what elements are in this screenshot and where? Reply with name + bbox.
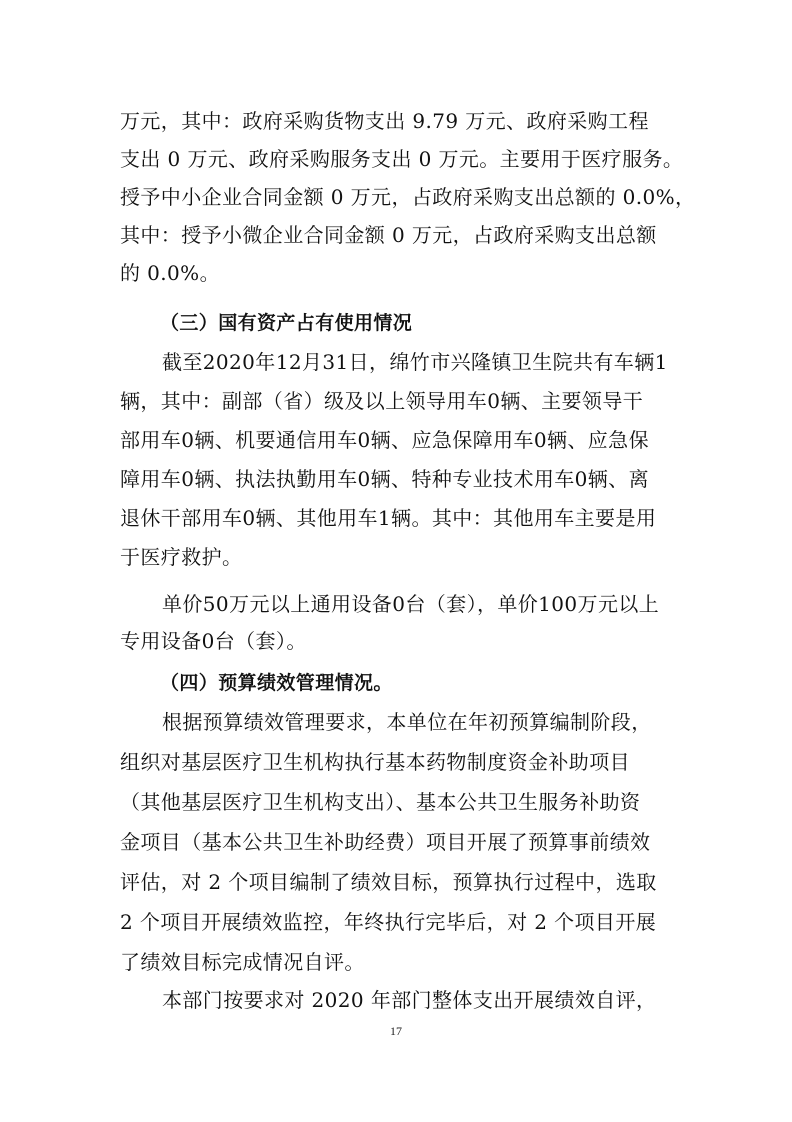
paragraph-line: 的 0.0%。 [120,261,220,285]
paragraph-line: 支出 0 万元、政府采购服务支出 0 万元。主要用于医疗服务。 [120,147,684,171]
paragraph-line: 评估，对 2 个项目编制了绩效目标，预算执行过程中，选取 [120,870,657,894]
paragraph-line: 于医疗救护。 [120,545,243,569]
paragraph-line: 了绩效目标完成情况自评。 [120,950,365,974]
section-heading: （四）预算绩效管理情况。 [160,672,393,694]
paragraph-line: 授予中小企业合同金额 0 万元，占政府采购支出总额的 0.0%， [120,185,696,209]
section-heading: （三）国有资产占有使用情况 [160,312,413,334]
paragraph-line: （其他基层医疗卫生机构支出）、基本公共卫生服务补助资 [120,790,641,814]
paragraph-line: 部用车0辆、机要通信用车0辆、应急保障用车0辆、应急保 [120,428,649,452]
paragraph-line: 专用设备0台（套）。 [120,629,307,653]
paragraph-line: 单价50万元以上通用设备0台（套），单价100万元以上 [162,592,660,616]
paragraph-line: 本部门按要求对 2020 年部门整体支出开展绩效自评， [162,988,657,1012]
paragraph-line: 其中：授予小微企业合同金额 0 万元，占政府采购支出总额 [120,223,657,247]
paragraph-line: 辆，其中：副部（省）级及以上领导用车0辆、主要领导干 [120,389,644,413]
paragraph-line: 2 个项目开展绩效监控，年终执行完毕后，对 2 个项目开展 [120,910,657,934]
paragraph-line: 金项目（基本公共卫生补助经费）项目开展了预算事前绩效 [120,830,651,854]
paragraph-line: 组织对基层医疗卫生机构执行基本药物制度资金补助项目 [120,750,630,774]
page-number: 17 [390,1024,402,1038]
paragraph-line: 根据预算绩效管理要求，本单位在年初预算编制阶段， [162,710,652,734]
paragraph-line: 障用车0辆、执法执勤用车0辆、特种专业技术用车0辆、离 [120,467,649,491]
paragraph-line: 截至2020年12月31日，绵竹市兴隆镇卫生院共有车辆1 [162,350,668,374]
paragraph-line: 万元，其中：政府采购货物支出 9.79 万元、政府采购工程 [120,109,649,133]
paragraph-line: 退休干部用车0辆、其他用车1辆。其中：其他用车主要是用 [120,506,657,530]
